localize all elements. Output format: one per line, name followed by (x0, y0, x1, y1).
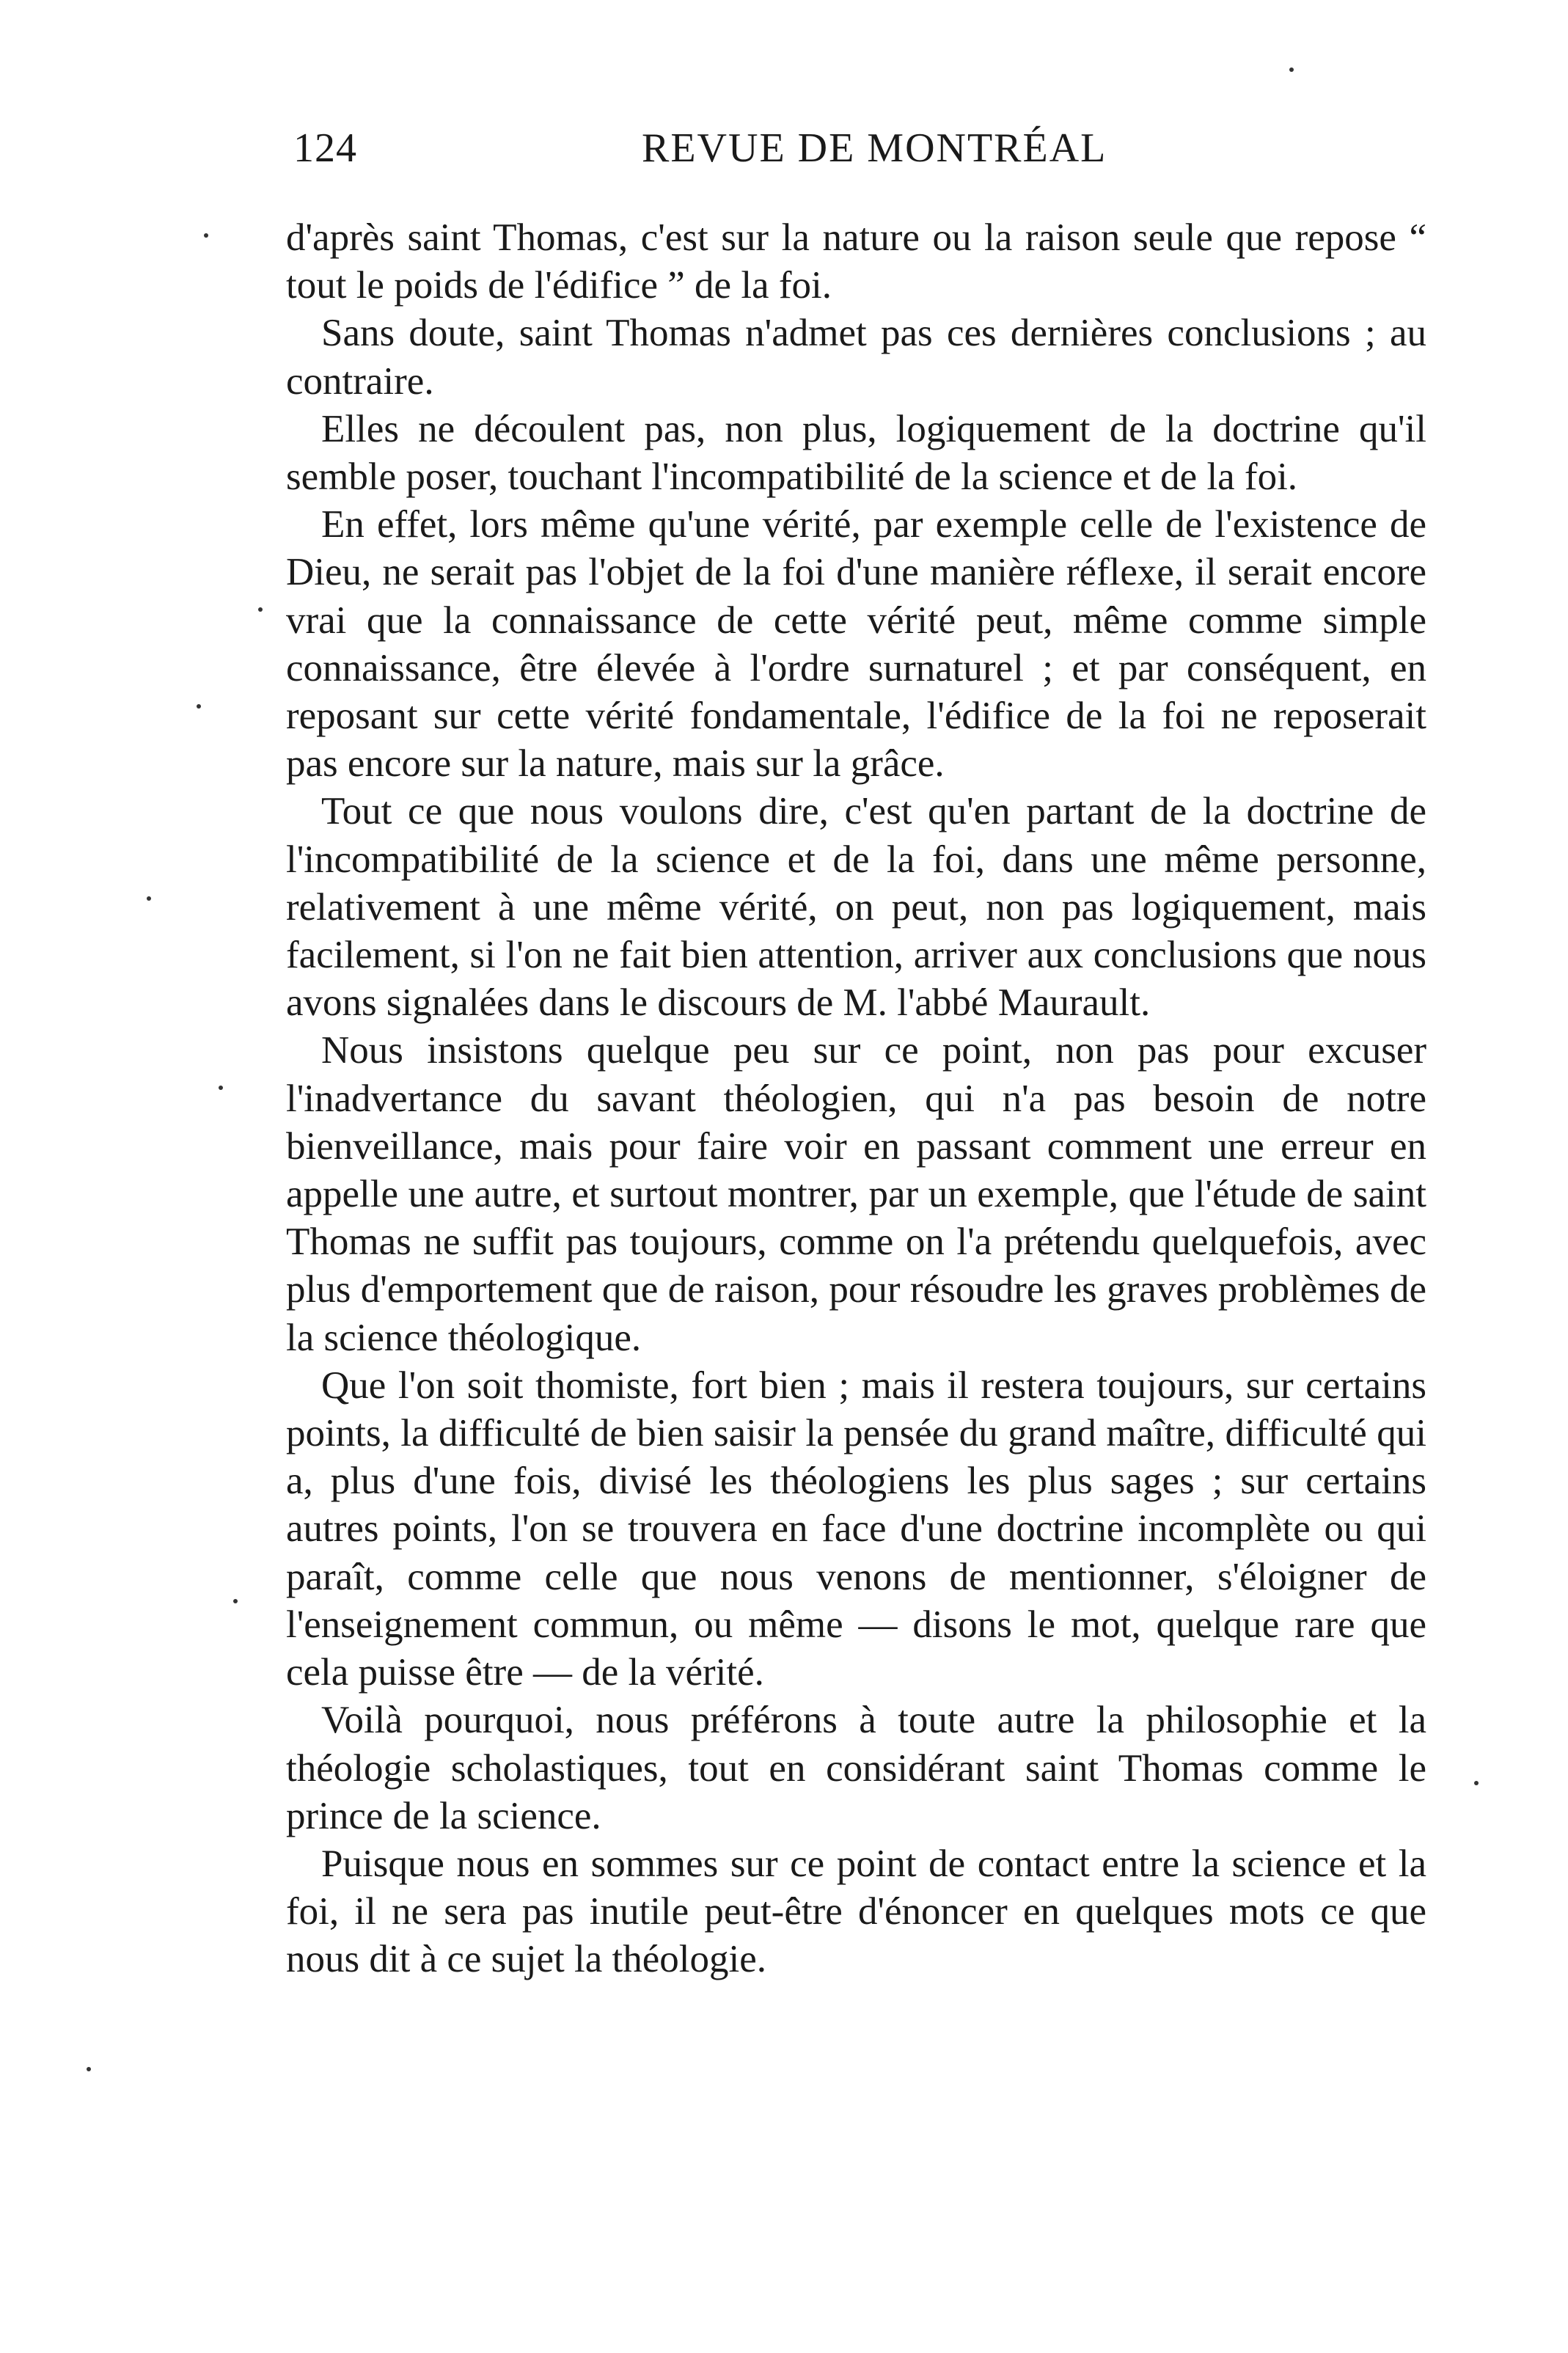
paragraph: Elles ne découlent pas, non plus, logiquement de la doctrine qu'il semble poser, touchant l'incompatibilité de la science et de la foi. (286, 407, 1426, 499)
body-text (286, 214, 1426, 1984)
page-number: 124 (293, 125, 357, 171)
scan-speck (1289, 67, 1294, 72)
scan-speck (87, 2067, 91, 2071)
scan-speck (258, 607, 263, 612)
paragraph: Tout ce que nous voulons dire, c'est qu'en partant de la doctrine de l'incompatibilité de la science et de la foi, dans une même personne, relativement à une même vérité, on peut, non pas logiquement, mais facilement, si l'on ne fait bien attention, arriver aux conclusions que nous avons signalées dans le discours de M. l'abbé Maurault. (286, 790, 1426, 1025)
scan-speck (219, 1086, 223, 1090)
paragraph: Voilà pourquoi, nous préférons à toute autre la philosophie et la théologie scholastiques, tout en considérant saint Thomas comme le prince de la science. (286, 1699, 1426, 1837)
paragraph: Sans doute, saint Thomas n'admet pas ces dernières conclusions ; au contraire. (286, 312, 1426, 403)
paragraph: Nous insistons quelque peu sur ce point, non pas pour excuser l'inadvertance du savant théologien, qui n'a pas besoin de notre bienveillance, mais pour faire voir en passant comment une erreur en appelle une autre, et surtout montrer, par un exemple, que l'étude de saint Thomas ne suffit pas toujours, comme on l'a prétendu quelquefois, avec plus d'emportement que de raison, pour résoudre les graves problèmes de la science théologique. (286, 1029, 1426, 1359)
scan-speck (147, 896, 151, 901)
scan-speck (197, 704, 201, 709)
paragraph: Que l'on soit thomiste, fort bien ; mais il restera toujours, sur certains points, la difficulté de bien saisir la pensée du grand maître, difficulté qui a, plus d'une fois, divisé les théologiens les plus sages ; sur certains autres points, l'on se trouvera en face d'une doctrine incomplète ou qui paraît, comme celle que nous venons de mentionner, s'éloigner de l'enseignement commun, ou même — disons le mot, quelque rare que cela puisse être — de la vérité. (286, 1364, 1426, 1694)
paragraph: d'après saint Thomas, c'est sur la nature ou la raison seule que repose “ tout le poids de l'édifice ” de la foi. (286, 216, 1426, 307)
scan-speck (204, 233, 208, 238)
scan-speck (1474, 1781, 1479, 1785)
running-title: REVUE DE MONTRÉAL (642, 125, 1107, 171)
page-header (293, 125, 1415, 183)
scan-speck (233, 1599, 238, 1603)
paragraph: En effet, lors même qu'une vérité, par exemple celle de l'existence de Dieu, ne serait pas l'objet de la foi d'une manière réflexe, il serait encore vrai que la connaissance de cette vérité peut, même comme simple connaissance, être élevée à l'ordre surnaturel ; et par conséquent, en reposant sur cette vérité fondamentale, l'édifice de la foi ne reposerait pas encore sur la nature, mais sur la grâce. (286, 503, 1426, 786)
paragraph: Puisque nous en sommes sur ce point de contact entre la science et la foi, il ne sera pas inutile peut-être d'énoncer en quelques mots ce que nous dit à ce sujet la théologie. (286, 1842, 1426, 1981)
